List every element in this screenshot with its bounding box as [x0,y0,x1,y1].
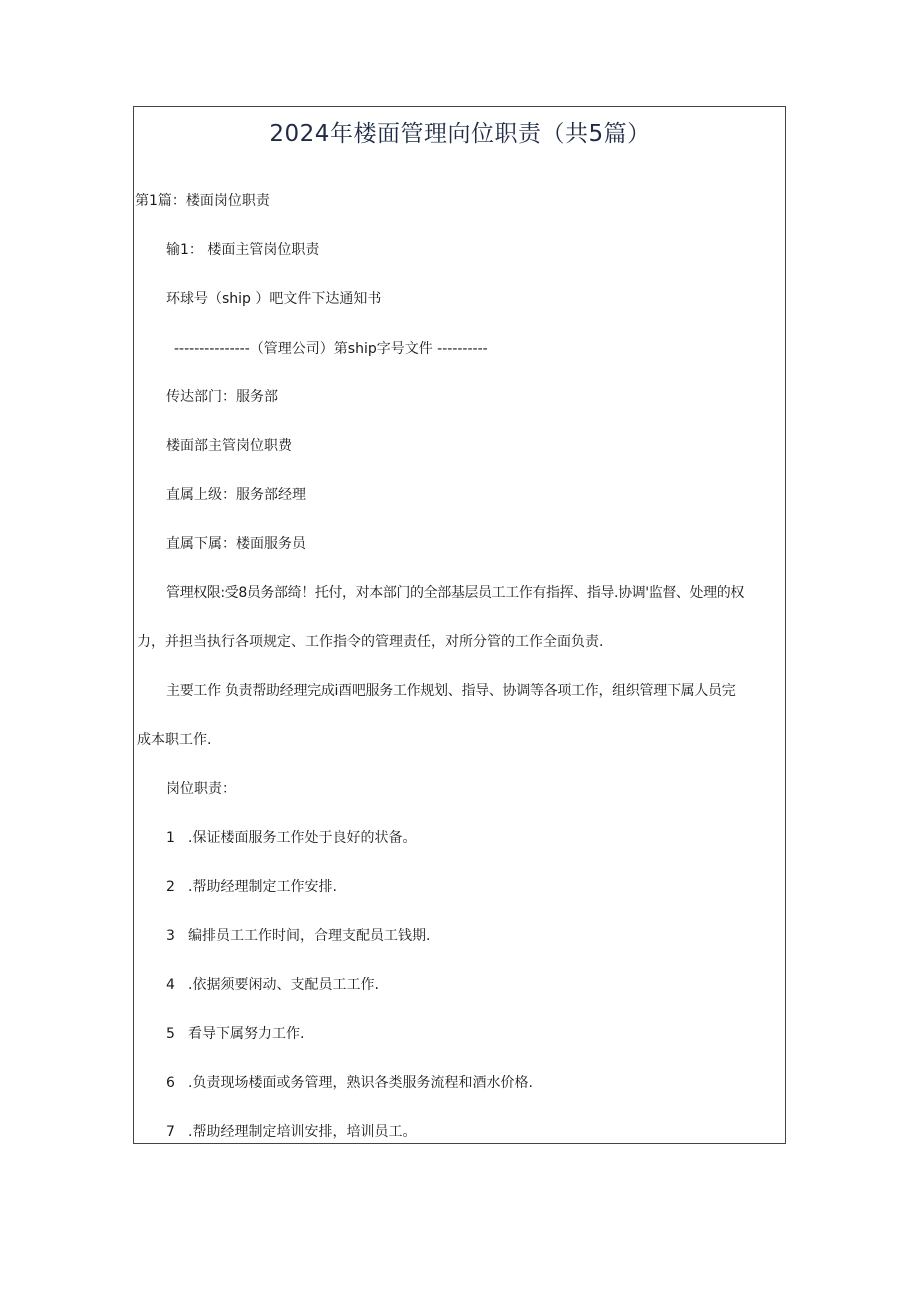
duty-item [166,976,379,994]
position-title: 楼面部主管岗位职费 [166,438,292,454]
duty-text: .保证楼面服务工作处于良好的状备。 [188,830,417,846]
notice-title: 环球号（ship ）吧文件下达通知书 [166,291,382,307]
duty-text: .帮助经理制定培训安排，培训员工。 [188,1124,417,1140]
duty-text: .负责现场楼面或务管理，熟识各类服务流程和酒水价格. [188,1075,533,1091]
file-number-line: ---------------（管理公司）第ship字号文件 ---------- [174,341,488,357]
duty-number: 6 [166,1075,175,1091]
duty-item [166,927,430,945]
duty-number: 7 [166,1124,175,1140]
duty-item [166,1123,416,1141]
duty-item [166,1074,533,1092]
duty-number: 1 [166,830,175,846]
section-heading: 第1篇：楼面岗位职责 [135,193,270,209]
duty-text: 看导下属努力工作. [188,1026,305,1042]
authority-line-2: 力，并担当执行各项规定、工作指令的管理责任，对所分管的工作全面负责. [137,634,604,650]
duty-number: 3 [166,928,175,944]
duty-number: 5 [166,1026,175,1042]
duty-number: 4 [166,977,175,993]
duty-number: 2 [166,879,175,895]
document-title: 2024年楼面管理向位职责（共5篇） [269,121,651,147]
subheading: 输1： 楼面主管岗位职责 [166,242,320,258]
authority-line-1: 管理权限:受8员务部绮！托付，对本部门的全部基层员工工作有指挥、指导.协调'监督、处理的权 [166,585,744,601]
main-work-line-2: 成本职工作. [137,732,212,748]
duties-heading: 岗位职责： [166,781,236,797]
duty-text: .依据须要闲动、支配员工工作. [188,977,379,993]
main-work-line-1: 主要工作 负责帮助经理完成i酉吧服务工作规划、指导、协调等各项工作，组织管理下属人员完 [166,683,736,699]
duty-item [166,829,416,847]
duty-item [166,878,337,896]
direct-subordinate: 直属下属：楼面服务员 [166,536,306,552]
duty-text: .帮助经理制定工作安排. [188,879,337,895]
duty-item [166,1025,304,1043]
dispatch-department: 传达部门：服务部 [166,389,278,405]
duty-text: 编排员工工作时间，合理支配员工钱期. [188,928,431,944]
direct-superior: 直属上级：服务部经理 [166,487,306,503]
